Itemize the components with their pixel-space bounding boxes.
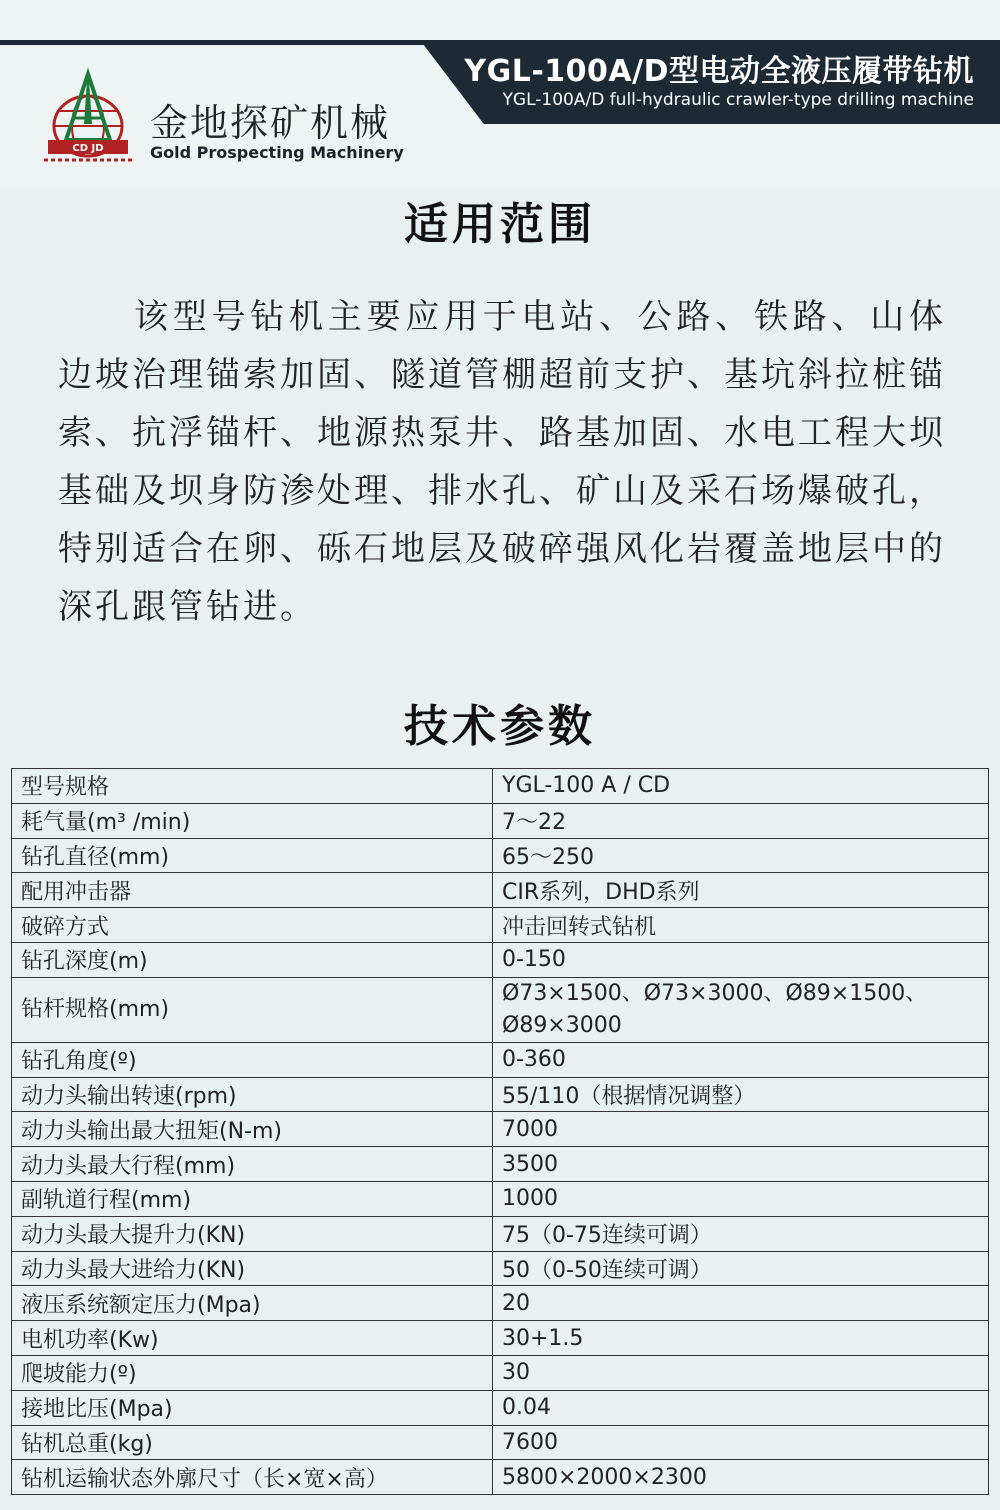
param-value: 3500: [493, 1147, 989, 1182]
table-row: [12, 873, 989, 908]
table-row: [12, 1321, 989, 1356]
param-value: 0.04: [493, 1390, 989, 1425]
param-name: 钻机总重(kg): [12, 1425, 493, 1460]
param-value: 0-150: [493, 942, 989, 977]
header: [0, 0, 1000, 188]
table-row: [12, 1181, 989, 1216]
param-value: 30+1.5: [493, 1321, 989, 1356]
product-subtitle: YGL-100A/D full-hydraulic crawler-type drilling machine: [502, 90, 974, 110]
company-logo-icon: [44, 66, 132, 164]
param-value: 冲击回转式钻机: [493, 908, 989, 943]
svg-text:CD JD: CD JD: [72, 143, 104, 154]
param-name: 动力头最大行程(mm): [12, 1147, 493, 1182]
param-value: 65～250: [493, 838, 989, 873]
param-value: Ø73×1500、Ø73×3000、Ø89×1500、Ø89×3000: [493, 977, 989, 1042]
param-value: 30: [493, 1355, 989, 1390]
param-name: 钻孔深度(m): [12, 942, 493, 977]
scope-paragraph: 该型号钻机主要应用于电站、公路、铁路、山体边坡治理锚索加固、隧道管棚超前支护、基坑斜拉桩锚索、抗浮锚杆、地源热泵井、路基加固、水电工程大坝基础及坝身防渗处理、排水孔、矿山及采石场爆破孔，特别适合在卵、砾石地层及破碎强风化岩覆盖地层中的深孔跟管钻进。: [58, 297, 946, 627]
param-value: 1000: [493, 1181, 989, 1216]
param-value: 55/110（根据情况调整）: [493, 1077, 989, 1112]
scope-heading: 适用范围: [404, 199, 596, 250]
param-name: 动力头最大提升力(KN): [12, 1216, 493, 1251]
param-name: 接地比压(Mpa): [12, 1390, 493, 1425]
table-row: [12, 1286, 989, 1321]
table-row: [12, 1355, 989, 1390]
table-row: [12, 1147, 989, 1182]
params-table-body: [12, 769, 989, 1495]
param-name: 配用冲击器: [12, 873, 493, 908]
param-name: 动力头输出最大扭矩(N-m): [12, 1112, 493, 1147]
param-value: 75（0-75连续可调）: [493, 1216, 989, 1251]
param-value: YGL-100 A / CD: [493, 769, 989, 804]
param-value: 7600: [493, 1425, 989, 1460]
table-row: [12, 908, 989, 943]
param-value: 7～22: [493, 803, 989, 838]
param-value: 0-360: [493, 1042, 989, 1077]
param-name: 爬坡能力(º): [12, 1355, 493, 1390]
param-name: 动力头最大进给力(KN): [12, 1251, 493, 1286]
table-row: [12, 803, 989, 838]
param-name: 动力头输出转速(rpm): [12, 1077, 493, 1112]
table-row: [12, 977, 989, 1042]
param-value: 50（0-50连续可调）: [493, 1251, 989, 1286]
param-name: 电机功率(Kw): [12, 1321, 493, 1356]
param-value: CIR系列，DHD系列: [493, 873, 989, 908]
param-name: 钻孔直径(mm): [12, 838, 493, 873]
param-name: 型号规格: [12, 769, 493, 804]
table-row: [12, 1251, 989, 1286]
param-name: 耗气量(m³ /min): [12, 803, 493, 838]
param-name: 液压系统额定压力(Mpa): [12, 1286, 493, 1321]
table-row: [12, 838, 989, 873]
table-row: [12, 1077, 989, 1112]
params-heading: 技术参数: [404, 701, 596, 752]
param-name: 钻孔角度(º): [12, 1042, 493, 1077]
table-row: [12, 1460, 989, 1495]
param-name: 副轨道行程(mm): [12, 1181, 493, 1216]
param-value: 7000: [493, 1112, 989, 1147]
param-value: 20: [493, 1286, 989, 1321]
product-title: YGL-100A/D型电动全液压履带钻机: [464, 54, 974, 89]
table-row: [12, 1042, 989, 1077]
table-row: [12, 942, 989, 977]
params-table: [11, 768, 989, 1495]
param-name: 钻机运输状态外廓尺寸（长×宽×高）: [12, 1460, 493, 1495]
param-name: 破碎方式: [12, 908, 493, 943]
table-row: [12, 1216, 989, 1251]
param-name: 钻杆规格(mm): [12, 977, 493, 1042]
brand-name-en: Gold Prospecting Machinery: [150, 143, 404, 162]
table-row: [12, 769, 989, 804]
table-row: [12, 1425, 989, 1460]
brand-name-cn: 金地探矿机械: [150, 101, 391, 145]
table-row: [12, 1112, 989, 1147]
param-value: 5800×2000×2300: [493, 1460, 989, 1495]
table-row: [12, 1390, 989, 1425]
